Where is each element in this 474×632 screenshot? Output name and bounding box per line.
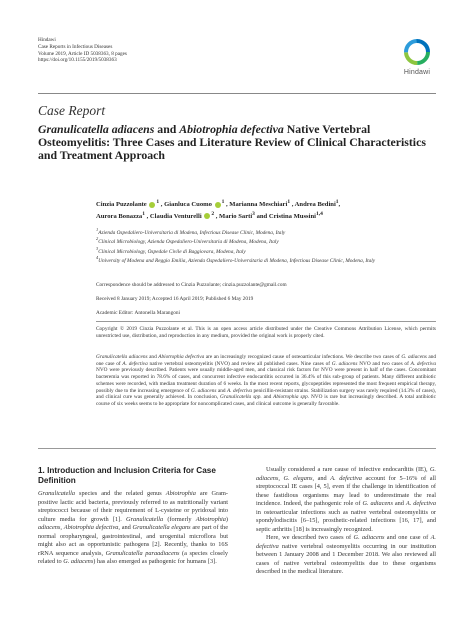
affiliations	[96, 227, 436, 264]
logo-wordmark: Hindawi	[403, 69, 431, 76]
orcid-icon[interactable]	[204, 213, 210, 219]
author[interactable]: and Cristina Mussini$^{1,4}$	[256, 210, 323, 220]
title-organism-2: Abiotrophia defectiva	[179, 122, 284, 136]
paragraph: Usually considered a rare cause of infective endocarditis (IE), G. adiacens, G. elegans, and A. defectiva account for 5–16% of all streptococcal IE cases [4, 5], even if the challenge in identification of these fastidious organisms may lead to underestimate the real incidence. Indeed, the pathogenic role of G. adiacens and A. defectiva in osteoarticular infections such as native vertebral osteomyelitis or spondylodiscitis [6–15], prosthetic-related infections [16, 17], and septic arthritis [18] is increasingly recognized.	[256, 466, 436, 533]
doi-link[interactable]: https://doi.org/10.1155/2019/5038363	[38, 57, 117, 64]
paragraph: Granulicatella species and the related genus Abiotrophia are Gram-positive lactic acid bacteria, previously referred to as nutritionally variant streptococci because of their requirement of L-cysteine or pyridoxal into culture media for growth [1]. Granulicatella (formerly Abiotrophia) adiacens, Abiotrophia defectiva, and Granulicatella elegans are part of the normal oropharyngeal, gastrointestinal, and urogenital microflora but might also act as opportunistic pathogens [2]. Recently, thanks to 16S rRNA sequence analysis, Granulicatella paraadiacens (a species closely related to G. adiacens) has also emerged as pathogenic for humans [3].	[38, 490, 228, 565]
title-organism-1: Granulicatella adiacens	[38, 122, 155, 136]
abstract-divider	[38, 448, 436, 449]
body-column-left	[38, 490, 228, 567]
article-type: Case Report	[38, 103, 106, 118]
affiliation: $^1$Azienda Ospedaliero-Universitaria di Modena, Infectious Disease Clinic, Modena, Italy	[96, 227, 286, 236]
front-matter-divider	[96, 321, 436, 322]
title-and: and	[154, 122, 180, 136]
volume-line: Volume 2019, Article ID 5038363, 8 pages	[38, 50, 127, 57]
hindawi-logo-mark-icon	[396, 37, 438, 69]
body-column-right	[256, 466, 436, 577]
header-divider	[38, 93, 436, 94]
author[interactable]: Aurora Bonazza$^1$	[96, 210, 145, 220]
hindawi-logo	[396, 37, 438, 81]
affiliation: $^4$University of Modena and Reggio Emilia, Azienda Ospedaliero-Universitaria di Modena, Infectious Disease Clinic, Modena, Italy	[96, 255, 376, 264]
author[interactable]: Cinzia Puzzolante $^1$	[96, 199, 160, 209]
orcid-icon[interactable]	[149, 202, 155, 208]
author[interactable]: , Mario Sarti$^3$	[215, 210, 255, 220]
orcid-icon[interactable]	[215, 202, 221, 208]
journal-name: Case Reports in Infectious Diseases	[38, 43, 113, 50]
author[interactable]: , Marianna Meschiari$^1$	[225, 199, 291, 209]
paragraph: Here, we described two cases of G. adiacens and one case of A. defectiva native vertebral osteomyelitis occurring in our institution between 1 January 2008 and 1 December 2018. We also reviewed all cases of native vertebral osteomyelitis due to these organisms described in the medical literature.	[256, 534, 436, 575]
author[interactable]: , Gianluca Cuomo $^1$	[160, 199, 225, 209]
author-list	[96, 198, 436, 221]
section-heading: 1. Introduction and Inclusion Criteria for Case Definition	[38, 466, 216, 485]
title-rest: Native Vertebral Osteomyelitis: Three Cases and Literature Review of Clinical Characteristics and Treatment Approach	[38, 122, 426, 163]
affiliation: $^3$Clinical Microbiology, Ospedale Civile di Baggiovara, Modena, Italy	[96, 245, 246, 255]
affiliation: $^2$Clinical Microbiology, Azienda Ospedaliero-Universitaria di Modena, Modena, Italy	[96, 236, 279, 246]
academic-editor: Academic Editor: Antonella Marangoni	[96, 310, 180, 316]
publication-dates: Received 8 January 2019; Accepted 16 April 2019; Published 6 May 2019	[96, 296, 254, 302]
journal-metadata	[38, 37, 127, 64]
author[interactable]: , Claudia Venturelli $^2$	[146, 210, 215, 220]
abstract: Granulicatella adiacens and Abiotrophia defectiva are an increasingly recognized cause of osteoarticular infections. We describe two cases of G. adiacens and one case of A. defectiva native vertebral osteomyelitis (NVO) and review all published cases. Nine cases of G. adiacens NVO and two cases of A. defectiva NVO were previously described. Patients were usually middle-aged men, and classical risk factors for NVO were present in half of the cases. Concomitant bacteremia was reported in 78.6% of cases, and concurrent infective endocarditis occurred in 36.4% of this sub-group of patients. Many different antibiotic schemes were recorded, with median treatment duration of 6 weeks. In the most recent reports, glycopeptides represented the most frequent empirical therapy, possibly due to the increasing emergence of G. adiacens and A. defectiva penicillin-resistant strains. Stabilization surgery was rarely required (14.3% of cases), and clinical cure was generally achieved. In conclusion, Granulicatella spp. and Abiotrophia spp. NVO is rare but increasingly described. A total antibiotic course of six weeks seems to be appropriate for noncomplicated cases, and clinical outcome is generally favorable.	[96, 354, 436, 407]
copyright-notice: Copyright © 2019 Cinzia Puzzolante et al. This is an open access article distributed under the Creative Commons Attribution License, which permits unrestricted use, distribution, and reproduction in any medium, provided the original work is properly cited.	[96, 326, 436, 339]
article-title	[38, 123, 436, 163]
publisher-name: Hindawi	[38, 37, 56, 43]
correspondence: Correspondence should be addressed to Cinzia Puzzolante; cinzia.puzzolante@gmail.com	[96, 282, 287, 288]
author[interactable]: , Andrea Bedini$^1$,	[291, 199, 341, 209]
